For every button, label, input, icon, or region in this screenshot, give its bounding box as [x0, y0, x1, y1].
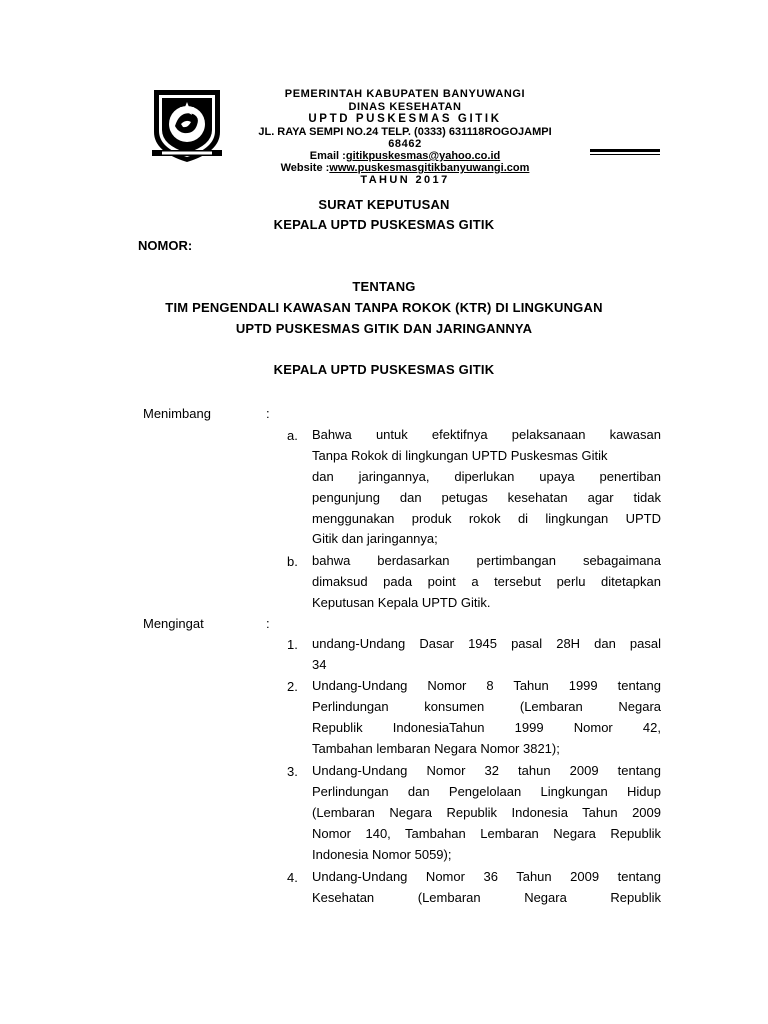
text-line: Kesehatan (Lembaran Negara Republik: [312, 889, 661, 905]
list-item: [312, 551, 661, 614]
list-item: [312, 867, 661, 909]
section-colon: :: [266, 616, 270, 631]
email-link[interactable]: gitikpuskesmas@yahoo.co.id: [345, 150, 501, 162]
letterhead-year: TAHUN 2017: [360, 174, 450, 186]
doc-number-label: NOMOR:: [138, 238, 193, 253]
subject-line-1: TIM PENGENDALI KAWASAN TANPA ROKOK (KTR) DI LINGKUNGAN: [165, 300, 603, 315]
letterhead-unit: UPTD PUSKESMAS GITIK: [308, 113, 502, 125]
seal-emblem-icon: [148, 86, 226, 164]
text-line: dan jaringannya, diperlukan upaya penertiban: [312, 468, 661, 484]
list-item: [312, 761, 661, 865]
text-line: Republik IndonesiaTahun 1999 Nomor 42,: [312, 719, 661, 735]
text-line: Indonesia Nomor 5059);: [312, 846, 452, 862]
letterhead-address: JL. RAYA SEMPI NO.24 TELP. (0333) 631118ROGOJAMPI: [258, 125, 552, 138]
text-line: dimaksud pada point a tersebut perlu ditetapkan: [312, 573, 661, 589]
list-item: [312, 676, 661, 760]
tentang-heading: TENTANG: [352, 279, 416, 294]
section-label-mengingat: Mengingat: [143, 616, 204, 631]
doc-title: SURAT KEPUTUSAN: [318, 197, 450, 212]
website-link[interactable]: www.puskesmasgitikbanyuwangi.com: [329, 162, 530, 174]
letterhead-government: PEMERINTAH KABUPATEN BANYUWANGI: [284, 88, 526, 100]
list-item-marker: a.: [287, 428, 298, 443]
list-item-marker: 3.: [287, 764, 298, 779]
text-line: Bahwa untuk efektifnya pelaksanaan kawasan: [312, 427, 661, 442]
text-line: Keputusan Kepala UPTD Gitik.: [312, 594, 491, 610]
text-line: Undang-Undang Nomor 36 Tahun 2009 tentang: [312, 869, 661, 884]
text-line: Perlindungan konsumen (Lembaran Negara: [312, 698, 661, 714]
subject-line-2: UPTD PUSKESMAS GITIK DAN JARINGANNYA: [235, 321, 533, 336]
list-item: [312, 634, 661, 676]
letterhead: [232, 88, 578, 188]
email-prefix: Email :: [309, 150, 346, 162]
list-item-marker: 2.: [287, 679, 298, 694]
text-line: 34: [312, 656, 327, 672]
text-line: pengunjung dan petugas kesehatan agar tidak: [312, 489, 661, 505]
letterhead-email: [232, 150, 578, 163]
text-line: Perlindungan dan Pengelolaan Lingkungan Hidup: [312, 783, 661, 799]
text-line: Tanpa Rokok di lingkungan UPTD Puskesmas Gitik: [312, 447, 608, 463]
letterhead-rule-thick: [590, 149, 660, 152]
text-line: (Lembaran Negara Republik Indonesia Tahun 2009: [312, 804, 661, 820]
letterhead-agency: DINAS KESEHATAN: [348, 100, 462, 113]
text-line: undang-Undang Dasar 1945 pasal 28H dan pasal: [312, 636, 661, 651]
text-line: bahwa berdasarkan pertimbangan sebagaimana: [312, 553, 661, 568]
text-line: Tambahan lembaran Negara Nomor 3821);: [312, 740, 560, 756]
letterhead-rule-thin: [590, 154, 660, 155]
text-line: menggunakan produk rokok di lingkungan UPTD: [312, 510, 661, 526]
letterhead-postcode: 68462: [388, 138, 422, 150]
letterhead-website: [232, 162, 578, 175]
official-heading: KEPALA UPTD PUSKESMAS GITIK: [273, 362, 495, 377]
section-colon: :: [266, 406, 270, 421]
list-item-marker: b.: [287, 554, 298, 569]
list-item-marker: 4.: [287, 870, 298, 885]
section-label-menimbang: Menimbang: [143, 406, 211, 421]
doc-issuer: KEPALA UPTD PUSKESMAS GITIK: [273, 217, 495, 232]
list-item: [312, 425, 661, 550]
list-item-marker: 1.: [287, 637, 298, 652]
text-line: Nomor 140, Tambahan Lembaran Negara Republik: [312, 825, 661, 841]
text-line: Undang-Undang Nomor 32 tahun 2009 tentang: [312, 763, 661, 778]
text-line: Gitik dan jaringannya;: [312, 531, 438, 547]
website-prefix: Website :: [280, 162, 330, 174]
text-line: Undang-Undang Nomor 8 Tahun 1999 tentang: [312, 678, 661, 693]
